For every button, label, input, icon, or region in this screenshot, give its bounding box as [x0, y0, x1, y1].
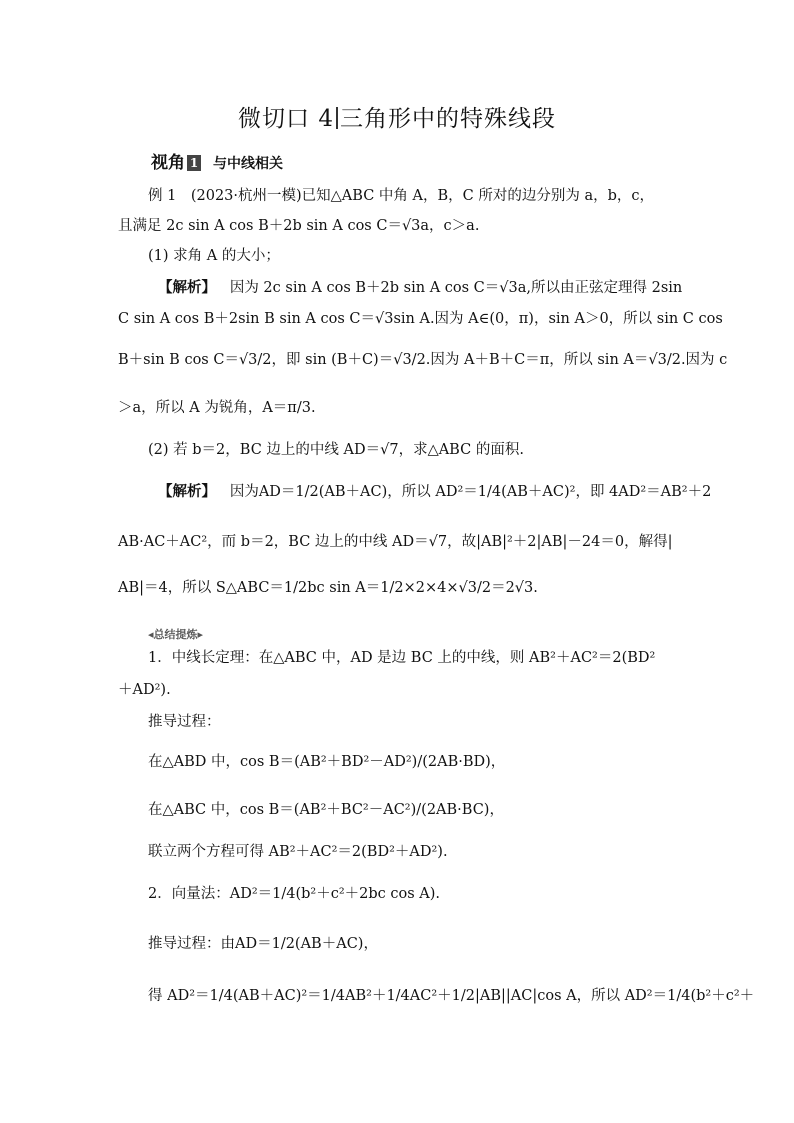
combine-line: 联立两个方程可得 AB²＋AC²＝2(BD²＋AD²). — [148, 844, 448, 860]
solution-2-line-b: AB·AC＋AC²，而 b＝2，BC 边上的中线 AD＝√7，故|AB|²＋2|AB|－24＝0，解得| — [118, 534, 673, 550]
page-title — [0, 100, 794, 133]
summary-p2: 2．向量法：AD²＝1/4(b²＋c²＋2bc cos A). — [148, 886, 441, 902]
summary-p1-line-a: 1．中线长定理：在△ABC 中，AD 是边 BC 上的中线，则 AB²＋AC²＝2(BD² — [148, 650, 656, 666]
question-2: (2) 若 b＝2，BC 边上的中线 AD＝√7，求△ABC 的面积. — [148, 442, 524, 458]
abd-formula: 在△ABD 中，cos B＝(AB²＋BD²－AD²)/(2AB·BD)， — [148, 754, 506, 770]
solution-1-line-d: ＞a，所以 A 为锐角，A＝π/3. — [118, 400, 316, 416]
solution-2-line-c: AB|＝4，所以 S△ABC＝1/2bc sin A＝1/2×2×4×√3/2＝2√3. — [118, 580, 538, 596]
summary-p1-line-b: ＋AD²). — [118, 682, 171, 698]
derive-label-2: 推导过程：由AD＝1/2(AB＋AC)， — [148, 936, 378, 952]
final-line: 得 AD²＝1/4(AB＋AC)²＝1/4AB²＋1/4AC²＋1/2|AB||AC|cos A，所以 AD²＝1/4(b²＋c²＋ — [148, 988, 755, 1004]
solution-1-line-a — [158, 278, 682, 298]
title-divider — [336, 107, 338, 129]
solution-2-line-a — [158, 482, 711, 502]
derive-label: 推导过程： — [148, 714, 221, 730]
solution-tag-2: 【解析】 — [158, 483, 216, 500]
title-left: 微切口 4 — [238, 106, 334, 132]
angle-subtitle: 与中线相关 — [213, 156, 283, 172]
solution-1-line-c: B＋sin B cos C＝√3/2，即 sin (B＋C)＝√3/2.因为 A＋B＋C＝π，所以 sin A＝√3/2.因为 c — [118, 352, 728, 368]
example-line-1: 例 1 (2023·杭州一模)已知△ABC 中角 A，B，C 所对的边分别为 a，b，c， — [148, 188, 655, 204]
title-right: 三角形中的特殊线段 — [339, 106, 556, 132]
example-line-2: 且满足 2c sin A cos B＋2b sin A cos C＝√3a，c＞a. — [118, 218, 480, 234]
solution-2-text-a: 因为AD＝1/2(AB＋AC)，所以 AD²＝1/4(AB＋AC)²，即 4AD²＝AB²＋2 — [229, 484, 712, 500]
solution-tag: 【解析】 — [158, 279, 216, 296]
abc-formula: 在△ABC 中，cos B＝(AB²＋BC²－AC²)/(2AB·BC)， — [148, 802, 504, 818]
angle-number-badge: 1 — [187, 155, 201, 171]
summary-label: ◂总结提炼▸ — [148, 628, 204, 641]
solution-1-line-b: C sin A cos B＋2sin B sin A cos C＝√3sin A.因为 A∈(0，π)，sin A＞0，所以 sin C cos — [118, 311, 723, 327]
angle-prefix: 视角 — [151, 153, 185, 173]
section-heading — [151, 148, 283, 173]
question-1: (1) 求角 A 的大小； — [148, 248, 280, 264]
solution-1-text-a: 因为 2c sin A cos B＋2b sin A cos C＝√3a,所以由正弦定理得 2sin — [229, 280, 683, 296]
